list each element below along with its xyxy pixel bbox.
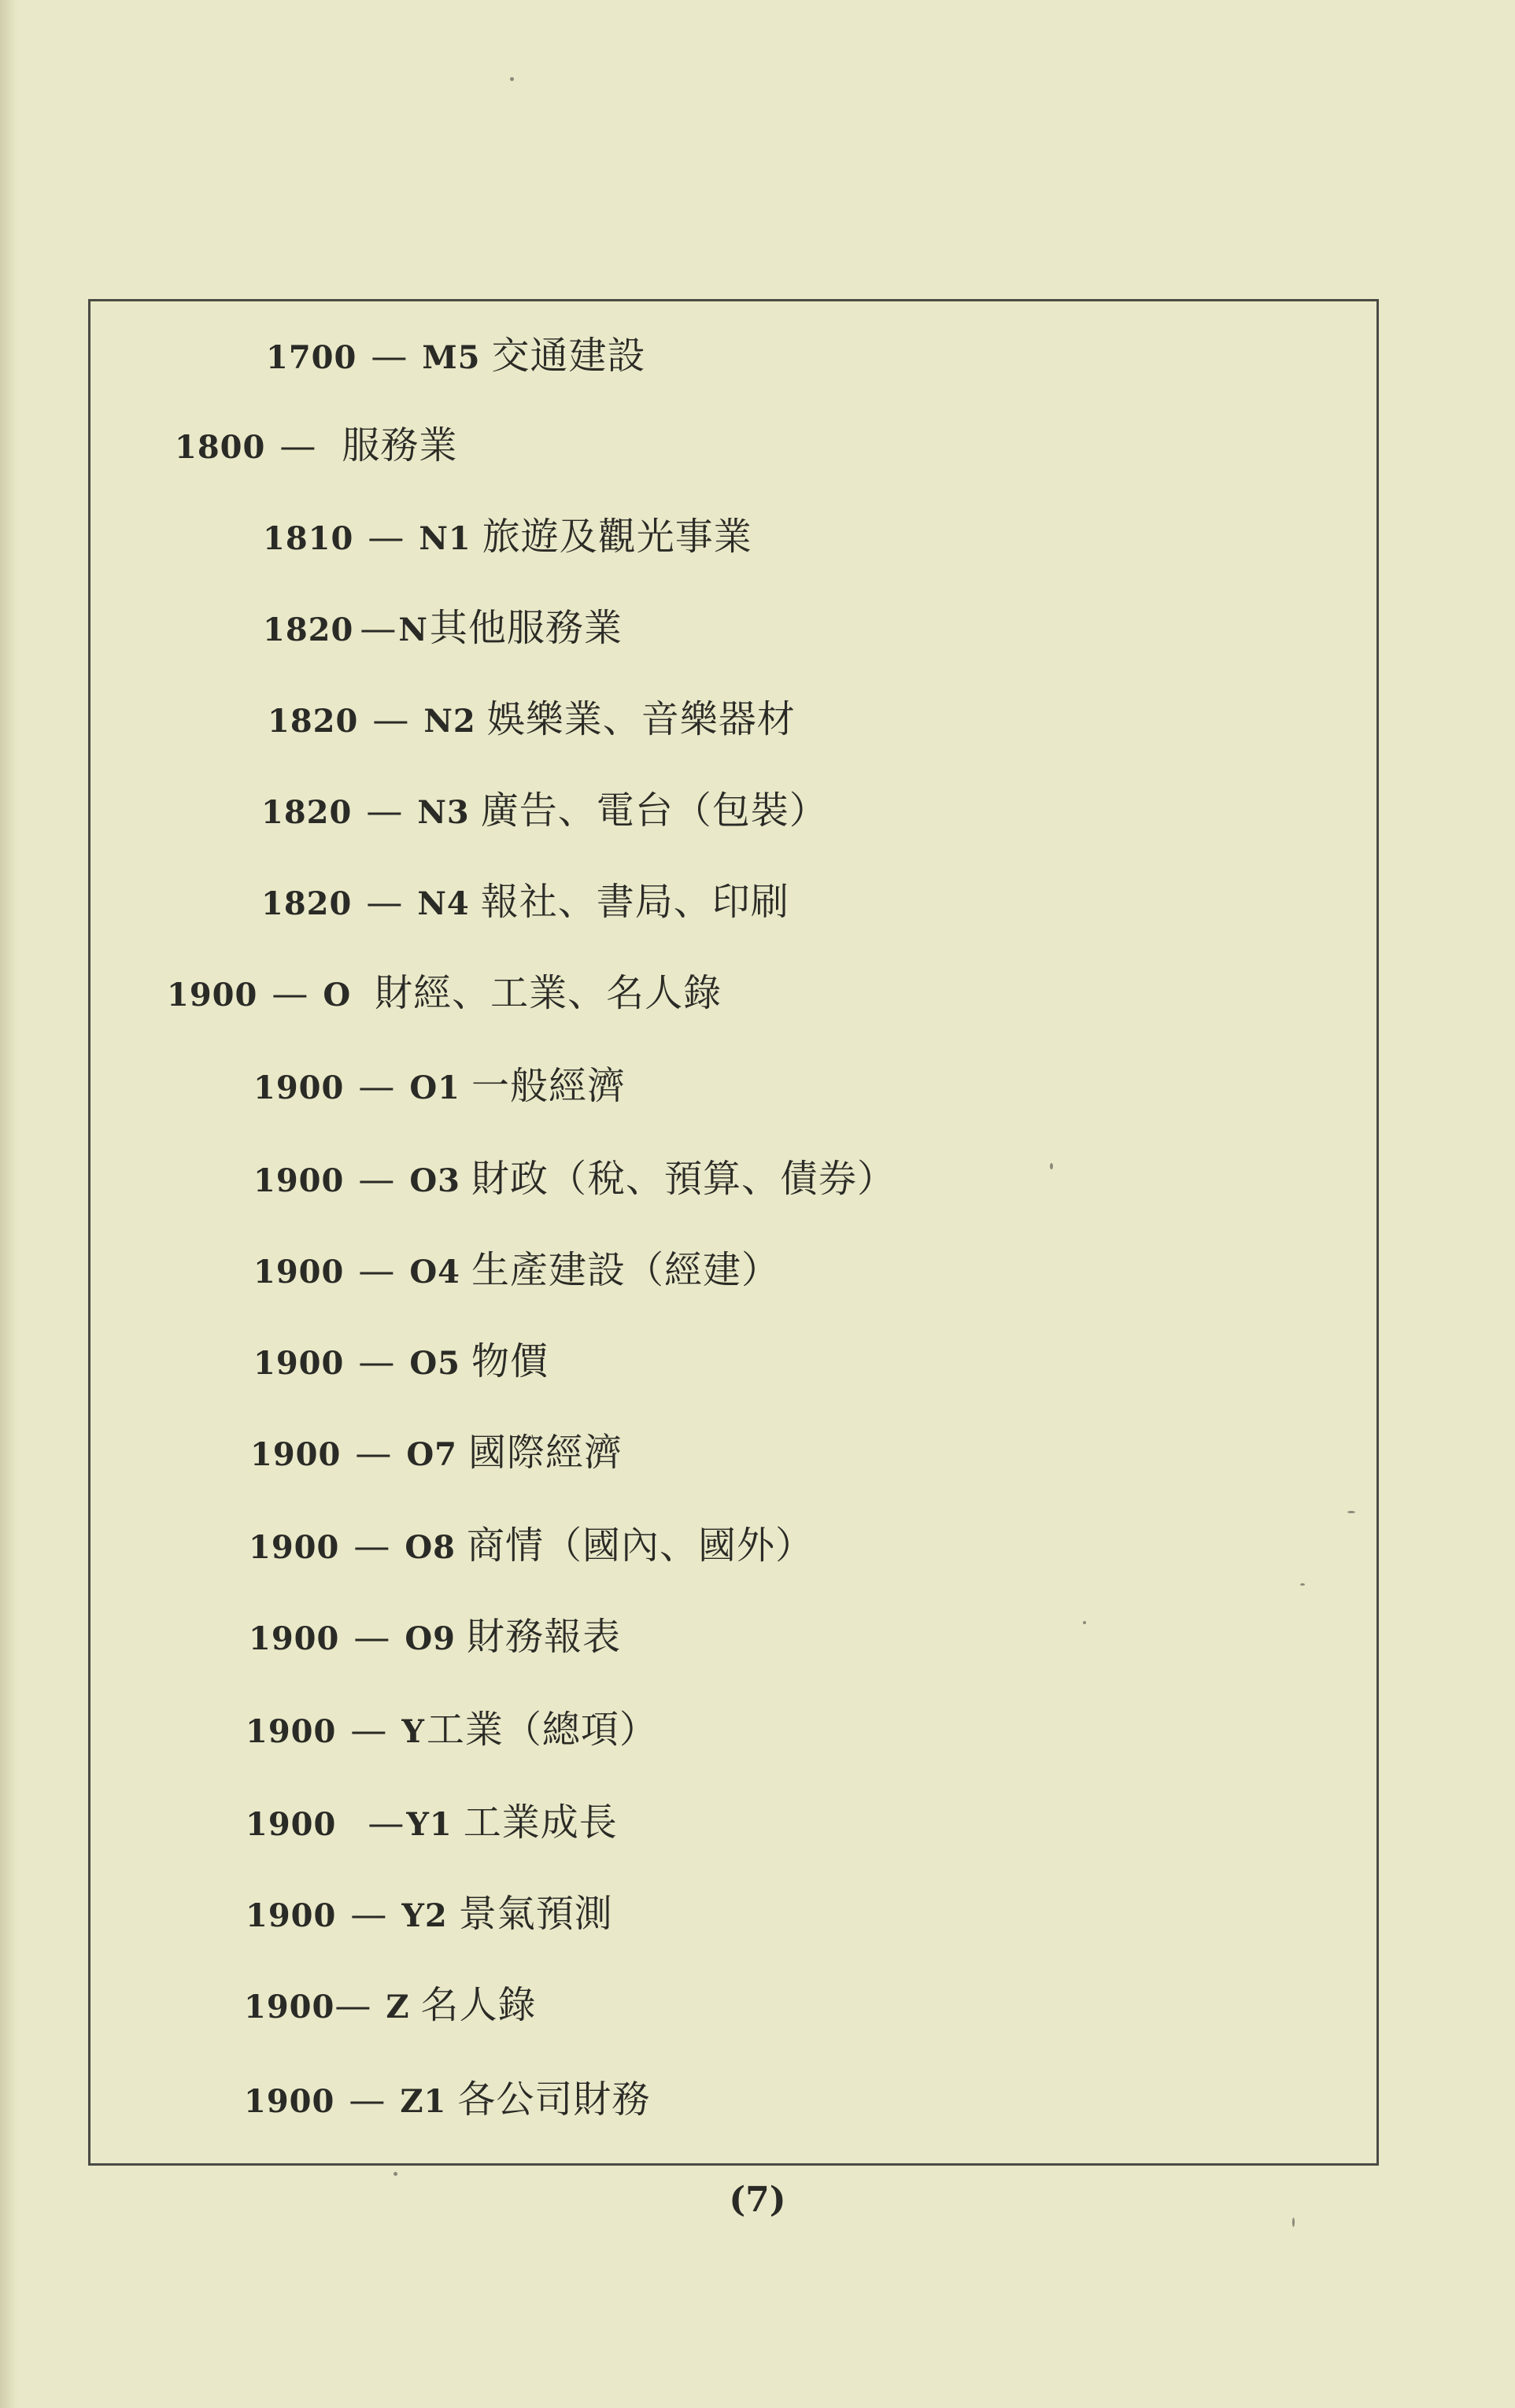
entry-label: 各公司財務 xyxy=(457,2077,651,2122)
entry-code: 1800 xyxy=(175,429,266,466)
index-entry-n3 xyxy=(261,789,828,835)
entry-dash: — xyxy=(358,1249,396,1291)
entry-subcode: O5 xyxy=(409,1345,461,1382)
entry-subcode: O3 xyxy=(409,1162,461,1199)
entry-code: 1900 xyxy=(244,2083,335,2120)
entry-subcode: Y xyxy=(401,1713,425,1750)
index-entry-m5 xyxy=(266,334,645,380)
entry-subcode: N3 xyxy=(417,794,470,831)
entry-subcode: N1 xyxy=(419,520,471,557)
index-entry-o3 xyxy=(253,1157,896,1203)
entry-subcode: Y2 xyxy=(401,1897,448,1934)
entry-dash: — xyxy=(368,515,405,558)
index-entry-o1 xyxy=(253,1064,626,1110)
entry-subcode: M5 xyxy=(422,339,481,376)
entry-dash: — xyxy=(368,1801,405,1844)
entry-label: 其他服務業 xyxy=(429,606,623,650)
paper-speck xyxy=(1050,1163,1053,1169)
entry-subcode: O4 xyxy=(409,1254,461,1291)
index-entry-y2 xyxy=(246,1892,613,1938)
entry-label: 國際經濟 xyxy=(468,1431,623,1475)
entry-code: 1900 xyxy=(253,1162,345,1199)
entry-dash: — xyxy=(353,1616,391,1658)
entry-subcode: Z xyxy=(386,1989,410,2026)
entry-label: 名人錄 xyxy=(420,1983,537,2027)
index-entry-y1 xyxy=(246,1800,618,1847)
index-entry-o9 xyxy=(249,1615,621,1661)
entry-code: 1820 xyxy=(261,885,353,922)
entry-dash: — xyxy=(358,1158,396,1200)
entry-label: 服務業 xyxy=(342,423,458,467)
entry-dash: — xyxy=(358,1340,396,1383)
entry-subcode: O xyxy=(323,977,352,1014)
entry-label: 財政（稅、預算、債券） xyxy=(471,1157,896,1201)
entry-subcode: N2 xyxy=(423,703,476,740)
entry-label: 景氣預測 xyxy=(458,1892,613,1936)
entry-dash: — xyxy=(355,1431,393,1474)
index-entry-o4 xyxy=(253,1248,780,1294)
paper-speck xyxy=(1300,1583,1305,1586)
paper-speck xyxy=(1292,2218,1295,2227)
entry-subcode: O8 xyxy=(405,1529,456,1566)
entry-label: 交通建設 xyxy=(491,334,646,378)
entry-label: 工業成長 xyxy=(463,1800,618,1845)
entry-dash: — xyxy=(366,881,404,923)
index-entry-o5 xyxy=(253,1339,549,1386)
entry-subcode: O9 xyxy=(405,1620,456,1657)
entry-dash: — xyxy=(279,424,317,467)
index-entry-z1 xyxy=(244,2077,650,2124)
entry-code: 1900 xyxy=(249,1620,340,1657)
paper-speck xyxy=(1083,1621,1086,1624)
entry-dash: — xyxy=(272,972,309,1014)
entry-code: 1900 xyxy=(253,1069,345,1106)
entry-label: 報社、書局、印刷 xyxy=(480,880,789,924)
entry-subcode: Y1 xyxy=(406,1806,453,1843)
index-entry-n1 xyxy=(263,515,752,561)
entry-label: 物價 xyxy=(471,1339,549,1383)
entry-dash: — xyxy=(366,789,404,832)
entry-dash: — xyxy=(360,607,397,649)
entry-code: 1700 xyxy=(266,339,357,376)
entry-dash: — xyxy=(372,698,410,740)
index-entry-o8 xyxy=(249,1523,814,1570)
entry-label: 財務報表 xyxy=(467,1615,622,1659)
entry-code: 1900 xyxy=(253,1345,345,1382)
entry-label: 工業（總項） xyxy=(426,1708,658,1752)
entry-code: 1900 xyxy=(246,1806,337,1843)
entry-subcode: N xyxy=(398,611,428,648)
entry-label: 商情（國內、國外） xyxy=(467,1523,815,1568)
entry-subcode: O7 xyxy=(406,1436,458,1473)
index-entry-n2 xyxy=(268,697,796,744)
entry-code: 1900 xyxy=(246,1713,337,1750)
entry-dash: — xyxy=(353,1524,391,1567)
entry-code: 1820 xyxy=(263,611,354,648)
index-entry-y xyxy=(246,1708,658,1754)
index-entry-n xyxy=(263,606,623,652)
entry-code: 1810 xyxy=(263,520,354,557)
entry-dash: — xyxy=(350,1893,388,1935)
paper-speck xyxy=(510,77,514,81)
index-entry-o7 xyxy=(250,1431,623,1477)
paper-speck xyxy=(1347,1511,1355,1513)
entry-label: 一般經濟 xyxy=(471,1064,626,1108)
index-entry-o xyxy=(167,971,722,1017)
entry-label: 財經、工業、名人錄 xyxy=(375,971,722,1015)
entry-code: 1900 xyxy=(250,1436,342,1473)
entry-dash: — xyxy=(371,334,408,377)
index-entry-service xyxy=(175,423,457,470)
entry-code: 1900 xyxy=(246,1897,337,1934)
index-frame xyxy=(88,299,1379,2166)
index-entry-n4 xyxy=(261,880,789,926)
entry-dash: — xyxy=(350,1708,388,1751)
entry-subcode: N4 xyxy=(417,885,470,922)
entry-subcode: O1 xyxy=(409,1069,461,1106)
index-entry-z xyxy=(244,1983,537,2029)
entry-code: 1820 xyxy=(268,703,359,740)
paper-speck xyxy=(394,2172,397,2176)
entry-dash: — xyxy=(334,1984,372,2026)
page-edge xyxy=(0,0,17,2408)
entry-label: 生產建設（經建） xyxy=(471,1248,781,1292)
entry-dash: — xyxy=(349,2078,386,2121)
entry-label: 娛樂業、音樂器材 xyxy=(486,697,796,741)
entry-code: 1900 xyxy=(167,977,258,1014)
entry-label: 旅遊及觀光事業 xyxy=(482,515,752,559)
entry-subcode: Z1 xyxy=(400,2083,447,2120)
entry-dash: — xyxy=(358,1065,396,1107)
page-number: (7) xyxy=(729,2180,786,2220)
entry-code: 1900 xyxy=(249,1529,340,1566)
entry-code: 1900 xyxy=(253,1254,345,1291)
entry-label: 廣告、電台（包裝） xyxy=(480,789,828,833)
entry-code: 1900 xyxy=(244,1989,335,2026)
entry-code: 1820 xyxy=(261,794,353,831)
